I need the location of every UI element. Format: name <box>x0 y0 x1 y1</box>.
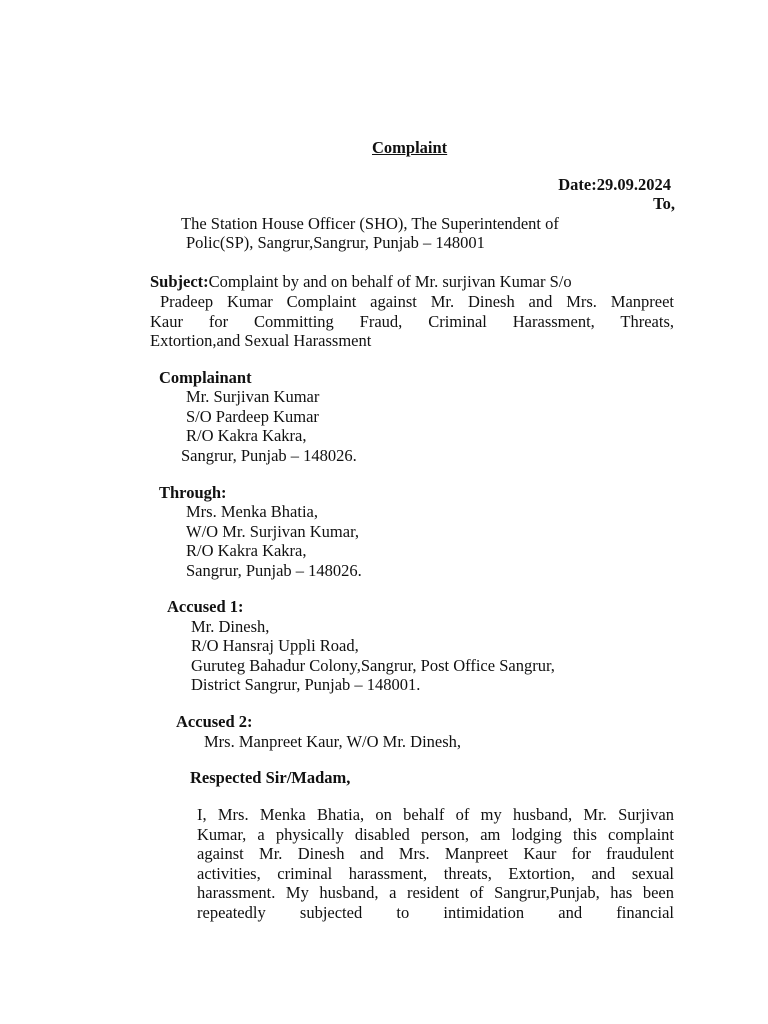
body-line: harassment. My husband, a resident of Sangrur,Punjab, has been <box>197 883 674 902</box>
accused-2-line: Mrs. Manpreet Kaur, W/O Mr. Dinesh, <box>204 732 462 751</box>
body-line: I, Mrs. Menka Bhatia, on behalf of my husband, Mr. Surjivan <box>197 805 674 824</box>
subject-line-4: Extortion,and Sexual Harassment <box>150 331 372 350</box>
addressee-line-1: The Station House Officer (SHO), The Superintendent of <box>181 214 559 233</box>
accused-1-line: District Sangrur, Punjab – 148001. <box>191 675 421 694</box>
accused-1-line: Mr. Dinesh, <box>191 617 270 636</box>
complainant-line: S/O Pardeep Kumar <box>186 407 319 426</box>
subject-line-3: Kaur for Committing Fraud, Criminal Harassment, Threats, <box>150 312 674 331</box>
complaint-date: Date:29.09.2024 <box>558 175 671 194</box>
subject-label: Subject: <box>150 272 209 291</box>
through-heading: Through: <box>159 483 227 502</box>
body-line: against Mr. Dinesh and Mrs. Manpreet Kaur for fraudulent <box>197 844 674 863</box>
accused-1-line: Guruteg Bahadur Colony,Sangrur, Post Office Sangrur, <box>191 656 555 675</box>
subject-line-2: Pradeep Kumar Complaint against Mr. Dinesh and Mrs. Manpreet <box>160 292 674 311</box>
complainant-heading: Complainant <box>159 368 252 387</box>
addressee-line-2: Polic(SP), Sangrur,Sangrur, Punjab – 148001 <box>186 233 485 252</box>
through-line: Mrs. Menka Bhatia, <box>186 502 318 521</box>
body-line: Kumar, a physically disabled person, am lodging this complaint <box>197 825 674 844</box>
through-line: R/O Kakra Kakra, <box>186 541 307 560</box>
complainant-line: Sangrur, Punjab – 148026. <box>181 446 357 465</box>
salutation: Respected Sir/Madam, <box>190 768 351 787</box>
accused-1-heading: Accused 1: <box>167 597 244 616</box>
subject-text: Complaint by and on behalf of Mr. surjivan Kumar S/o <box>208 272 572 291</box>
accused-1-line: R/O Hansraj Uppli Road, <box>191 636 359 655</box>
complainant-line: R/O Kakra Kakra, <box>186 426 307 445</box>
accused-2-heading: Accused 2: <box>176 712 253 731</box>
document-title: Complaint <box>372 138 448 157</box>
to-label: To, <box>653 194 675 213</box>
complainant-line: Mr. Surjivan Kumar <box>186 387 320 406</box>
subject-line-1 <box>150 272 572 292</box>
through-line: Sangrur, Punjab – 148026. <box>186 561 362 580</box>
through-line: W/O Mr. Surjivan Kumar, <box>186 522 360 541</box>
body-line: repeatedly subjected to intimidation and financial <box>197 903 674 922</box>
body-line: activities, criminal harassment, threats, Extortion, and sexual <box>197 864 674 883</box>
